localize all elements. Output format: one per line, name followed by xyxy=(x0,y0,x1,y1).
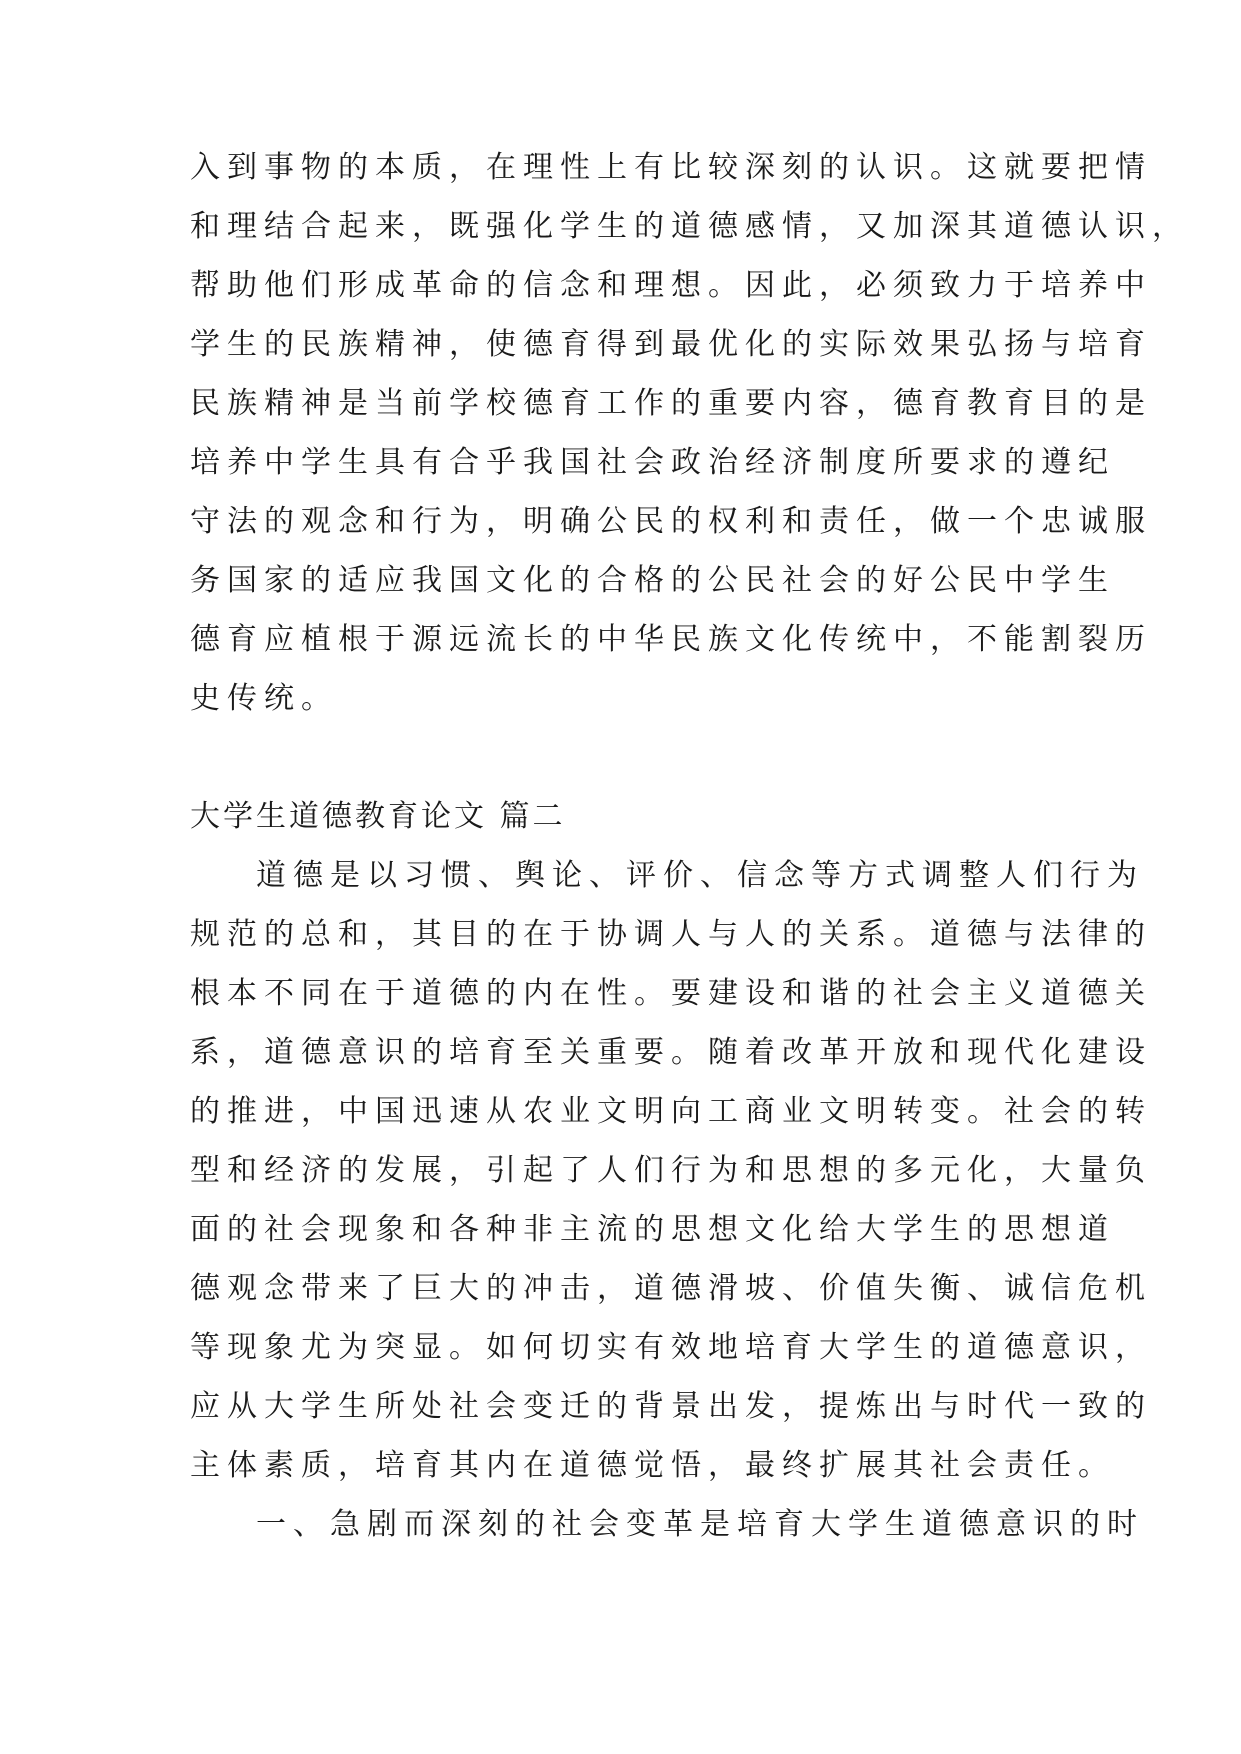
paragraph-1-line-9: 德育应植根于源远流长的中华民族文化传统中，不能割裂历 xyxy=(190,622,1152,657)
paragraph-2-line-8: 德观念带来了巨大的冲击，道德滑坡、价值失衡、诚信危机 xyxy=(190,1271,1152,1306)
paragraph-3-line-1: 一、急剧而深刻的社会变革是培育大学生道德意识的时 xyxy=(256,1507,1144,1542)
paragraph-2-line-9: 等现象尤为突显。如何切实有效地培育大学生的道德意识， xyxy=(190,1330,1152,1365)
paragraph-1-line-6: 培养中学生具有合乎我国社会政治经济制度所要求的遵纪 xyxy=(190,445,1115,480)
paragraph-2-line-4: 系，道德意识的培育至关重要。随着改革开放和现代化建设 xyxy=(190,1035,1152,1070)
paragraph-1-line-5: 民族精神是当前学校德育工作的重要内容，德育教育目的是 xyxy=(190,386,1152,421)
paragraph-2-line-2: 规范的总和，其目的在于协调人与人的关系。道德与法律的 xyxy=(190,917,1152,952)
paragraph-1-line-8: 务国家的适应我国文化的合格的公民社会的好公民中学生 xyxy=(190,563,1115,598)
paragraph-2-line-11: 主体素质，培育其内在道德觉悟，最终扩展其社会责任。 xyxy=(190,1448,1115,1483)
paragraph-2-line-5: 的推进，中国迅速从农业文明向工商业文明转变。社会的转 xyxy=(190,1094,1152,1129)
section-heading: 大学生道德教育论文 篇二 xyxy=(190,799,566,834)
paragraph-2-line-10: 应从大学生所处社会变迁的背景出发，提炼出与时代一致的 xyxy=(190,1389,1152,1424)
paragraph-2-line-1: 道德是以习惯、舆论、评价、信念等方式调整人们行为 xyxy=(256,858,1144,893)
paragraph-1-line-4: 学生的民族精神，使德育得到最优化的实际效果弘扬与培育 xyxy=(190,327,1152,362)
paragraph-1-line-3: 帮助他们形成革命的信念和理想。因此，必须致力于培养中 xyxy=(190,268,1152,303)
paragraph-1-line-2: 和理结合起来，既强化学生的道德感情，又加深其道德认识， xyxy=(190,209,1189,244)
paragraph-2-line-3: 根本不同在于道德的内在性。要建设和谐的社会主义道德关 xyxy=(190,976,1152,1011)
paragraph-2-line-6: 型和经济的发展，引起了人们行为和思想的多元化，大量负 xyxy=(190,1153,1152,1188)
paragraph-1-line-1: 入到事物的本质，在理性上有比较深刻的认识。这就要把情 xyxy=(190,150,1152,185)
paragraph-1-line-10: 史传统。 xyxy=(190,681,338,716)
paragraph-2-line-7: 面的社会现象和各种非主流的思想文化给大学生的思想道 xyxy=(190,1212,1115,1247)
paragraph-1-line-7: 守法的观念和行为，明确公民的权利和责任，做一个忠诚服 xyxy=(190,504,1152,539)
